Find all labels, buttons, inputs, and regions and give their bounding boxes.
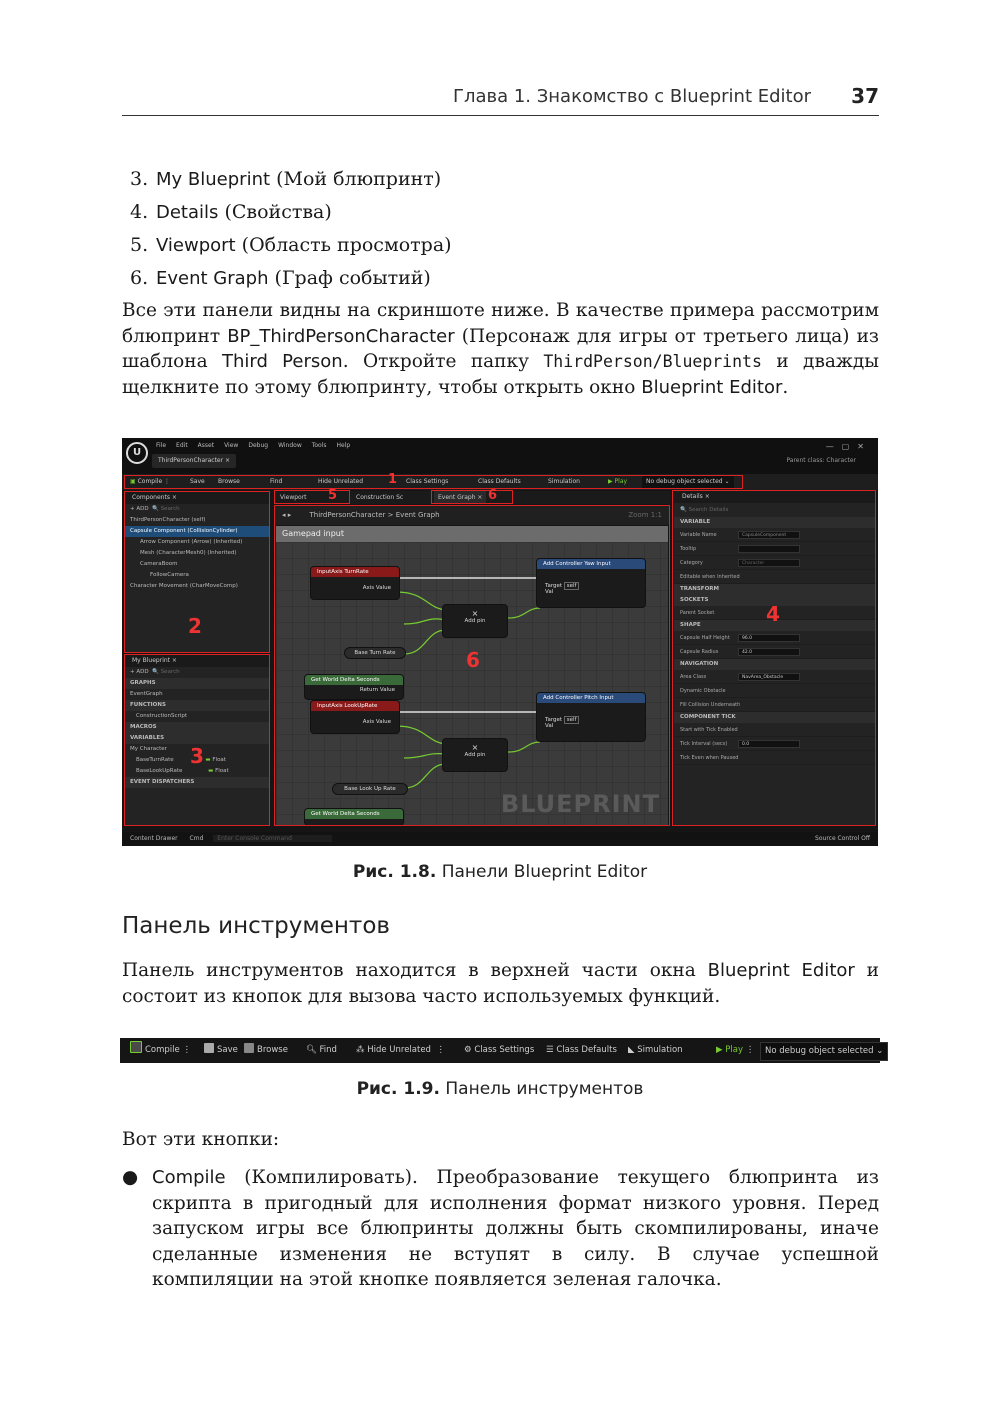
browse-icon [244, 1043, 254, 1053]
tab-viewport[interactable]: Viewport [280, 494, 307, 501]
detail-row: Tooltip [674, 542, 876, 556]
figure-caption-1: Рис. 1.8. Панели Blueprint Editor [352, 862, 648, 882]
detail-row: Dynamic Obstacle [674, 684, 876, 698]
class-settings-button[interactable]: ⚙ Class Settings [464, 1045, 535, 1055]
hide-unrelated-button[interactable]: ⁂ Hide Unrelated ⋮ [356, 1045, 445, 1055]
variable-item[interactable]: BaseLookUpRate ▬ Float [136, 768, 229, 774]
find-button[interactable]: Find [270, 478, 283, 485]
window-controls[interactable]: —▢✕ [825, 442, 872, 451]
node-add-yaw-input[interactable]: Add Controller Yaw Input Target self Val [536, 558, 646, 608]
component-item[interactable]: Mesh (CharacterMesh0) (Inherited) [140, 550, 237, 556]
detail-row: Capsule Radius 42.0 [674, 645, 876, 659]
class-defaults-button[interactable]: ☰ Class Defaults [546, 1045, 617, 1055]
asset-tab[interactable]: ThirdPersonCharacter × [152, 454, 236, 468]
detail-row: Editable when Inherited [674, 570, 876, 584]
menu-help[interactable]: Help [336, 442, 351, 449]
list-item: 5. Viewport (Область просмотра) [130, 234, 452, 256]
label-2: 2 [188, 614, 202, 638]
detail-row: Fill Collision Underneath [674, 698, 876, 712]
label-4: 4 [766, 602, 780, 626]
section-title: Панель инструментов [122, 913, 390, 939]
simulation-icon: ◣ [628, 1045, 635, 1055]
panel-list [130, 163, 452, 295]
debug-object-select[interactable]: No debug object selected ⌄ [760, 1042, 888, 1061]
find-button[interactable]: 🔍︎ Find [306, 1045, 337, 1055]
component-item[interactable]: FollowCamera [150, 572, 189, 578]
label-6: 6 [466, 648, 480, 672]
class-settings-button[interactable]: Class Settings [406, 478, 449, 485]
list-item: 4. Details (Свойства) [130, 201, 332, 223]
cmd-button[interactable]: Cmd [189, 835, 204, 842]
compile-button[interactable]: ▣ Compile ⋮ [130, 478, 171, 485]
variable-item[interactable]: BaseTurnRate ▬ Float [136, 757, 226, 763]
figure-caption-2: Рис. 1.9. Панель инструментов [356, 1079, 644, 1099]
label-6-tab: 6 [488, 488, 498, 503]
component-item[interactable]: ThirdPersonCharacter (self) [130, 517, 206, 523]
source-control-status[interactable]: Source Control Off [815, 835, 870, 842]
bullet-icon: ● [122, 1167, 139, 1188]
class-defaults-button[interactable]: Class Defaults [478, 478, 521, 485]
tab-construction-script[interactable]: Construction Sc [356, 494, 404, 501]
node-base-lookup-rate[interactable]: Base Look Up Rate [332, 783, 408, 795]
browse-button[interactable]: Browse [244, 1038, 288, 1063]
intro-paragraph: Все эти панели видны на скриншоте ниже. В качестве примера рассмотрим блюпринт BP_ThirdPersonCharacter (Персонаж для игры от третьего лица) из шаблона Third Person. Откройте папку ThirdPerson/Blueprints и дважды щелкните по этому блюпринту, чтобы открыть окно Blueprint Editor. [122, 300, 880, 398]
menu-view[interactable]: View [224, 442, 239, 449]
detail-row: Category Character [674, 556, 876, 570]
console-input[interactable]: Enter Console Command [213, 835, 332, 842]
highlight-event-graph-tab [431, 490, 513, 504]
sliders-icon: ☰ [546, 1045, 554, 1055]
highlight-details [672, 490, 876, 826]
hide-unrelated-button[interactable]: Hide Unrelated [318, 478, 364, 485]
section-macros[interactable]: MACROS [124, 722, 270, 733]
label-5: 5 [328, 488, 338, 503]
node-delta-seconds-1[interactable]: Get World Delta Seconds Return Value [304, 674, 404, 700]
comment-box[interactable]: Gamepad input [276, 526, 668, 542]
detail-row: Parent Socket [674, 606, 876, 620]
node-input-turn-rate[interactable]: InputAxis TurnRate Axis Value [310, 566, 400, 600]
menu-debug[interactable]: Debug [248, 442, 269, 449]
detail-row: Tick Interval (secs) 0.0 [674, 737, 876, 751]
running-header [122, 82, 879, 116]
details-section[interactable]: COMPONENT TICK [674, 712, 876, 723]
menu-edit[interactable]: Edit [176, 442, 188, 449]
debug-object-select[interactable]: No debug object selected ⌄ [642, 476, 734, 488]
details-section[interactable]: VARIABLE [674, 517, 876, 528]
graph-item[interactable]: EventGraph [130, 691, 163, 697]
detail-row: Area Class NavArea_Obstacle [674, 670, 876, 684]
details-search[interactable]: 🔍 Search Details [680, 507, 729, 513]
components-header: Components × [124, 492, 270, 504]
node-delta-seconds-2[interactable]: Get World Delta Seconds [304, 808, 404, 826]
content-drawer-button[interactable]: Content Drawer [130, 835, 178, 842]
component-item[interactable]: CameraBoom [140, 561, 178, 567]
simulation-button[interactable]: ◣ Simulation [628, 1045, 683, 1055]
section-variables[interactable]: VARIABLES [124, 733, 270, 744]
node-input-lookup-rate[interactable]: InputAxis LookUpRate Axis Value [310, 700, 400, 734]
tab-event-graph[interactable]: Event Graph × [434, 491, 486, 504]
menu-window[interactable]: Window [278, 442, 302, 449]
page-number: 37 [851, 84, 879, 108]
highlight-viewport-tab [274, 490, 350, 504]
play-button[interactable]: ▶ Play [608, 478, 628, 485]
details-section[interactable]: SHAPE [674, 620, 876, 631]
toolbar-strip [120, 1038, 884, 1063]
menu [156, 442, 360, 449]
components-add-button[interactable]: + ADD 🔍 Search [130, 506, 180, 512]
unreal-logo-icon: U [126, 442, 148, 464]
list-item: 6. Event Graph (Граф событий) [130, 267, 431, 289]
menu-asset[interactable]: Asset [197, 442, 215, 449]
blueprint-editor-screenshot [122, 438, 878, 846]
browse-button[interactable]: Browse [218, 478, 240, 485]
status-bar [122, 832, 878, 846]
hide-unrelated-icon: ⁂ [356, 1045, 365, 1055]
node-multiply-1[interactable]: × Add pin [442, 604, 508, 638]
bullet-text: Compile (Компилировать). Преобразование текущего блюпринта из скрипта в пригодный для исполнения формат низкого уровня. Перед запуском игры все блюпринты должны быть скомпилированы, иначе сделанные изменения не вступят в силу. В случае успешной компиляции на этой кнопке появляется зеленая галочка. [152, 1167, 879, 1291]
chapter-title: Глава 1. Знакомство с Blueprint Editor [452, 86, 811, 107]
details-section[interactable]: SOCKETS [674, 595, 876, 606]
list-item: 3. My Blueprint (Мой блюпринт) [130, 168, 442, 190]
menu-bar [122, 438, 878, 474]
detail-row: Variable Name CapsuleComponent [674, 528, 876, 542]
my-blueprint-header: My Blueprint × [124, 655, 270, 667]
buttons-intro: Вот эти кнопки: [122, 1129, 280, 1150]
node-base-turn-rate[interactable]: Base Turn Rate [344, 647, 406, 659]
find-icon: 🔍︎ [306, 1045, 317, 1055]
detail-row: Capsule Half Height 96.0 [674, 631, 876, 645]
simulation-button[interactable]: Simulation [548, 478, 580, 485]
component-item[interactable]: Arrow Component (Arrow) (Inherited) [140, 539, 243, 545]
menu-file[interactable]: File [156, 442, 167, 449]
node-multiply-2[interactable]: × Add pin [442, 738, 508, 772]
details-header: Details × [674, 491, 876, 503]
highlight-toolbar [124, 475, 743, 489]
function-item[interactable]: ConstructionScript [136, 713, 187, 719]
node-add-pitch-input[interactable]: Add Controller Pitch Input Target self Val [536, 692, 646, 742]
parent-class: Parent class: Character [786, 457, 856, 464]
toolbar-paragraph: Панель инструментов находится в верхней части окна Blueprint Editor и состоит из кнопок для вызова часто используемых функций. [122, 960, 880, 1007]
save-button[interactable]: Save [204, 1038, 238, 1063]
save-icon [204, 1043, 214, 1053]
detail-row: Start with Tick Enabled [674, 723, 876, 737]
chevron-down-icon: ⌄ [876, 1046, 884, 1056]
variable-category[interactable]: My Character [130, 746, 167, 752]
component-item[interactable]: Capsule Component (CollisionCylinder) [124, 526, 270, 537]
play-button[interactable]: ▶ Play ⋮ [716, 1045, 755, 1055]
details-section[interactable]: TRANSFORM [674, 584, 876, 595]
nav-arrows-icon[interactable]: ◂ ▸ [282, 511, 292, 519]
bullet-compile [122, 1165, 879, 1293]
zoom-level: Zoom 1:1 [628, 511, 662, 519]
breadcrumb[interactable]: ThirdPersonCharacter > Event Graph [309, 511, 440, 519]
label-3: 3 [190, 744, 204, 768]
detail-row: Tick Even when Paused [674, 751, 876, 765]
my-blueprint-add-button[interactable]: + ADD 🔍 Search [130, 669, 180, 675]
label-1: 1 [388, 472, 398, 487]
details-section[interactable]: NAVIGATION [674, 659, 876, 670]
save-button[interactable]: Save [190, 478, 205, 485]
highlight-my-blueprint [124, 654, 270, 826]
section-graphs[interactable]: GRAPHS [124, 678, 270, 689]
section-event-dispatchers[interactable]: EVENT DISPATCHERS [124, 777, 270, 788]
compile-icon [130, 1041, 142, 1053]
play-icon: ▶ [716, 1045, 723, 1055]
compile-button[interactable]: Compile ⋮ [130, 1038, 191, 1063]
gear-icon: ⚙ [464, 1045, 472, 1055]
blueprint-watermark: BLUEPRINT [500, 790, 660, 818]
component-item[interactable]: Character Movement (CharMoveComp) [130, 583, 238, 589]
menu-tools[interactable]: Tools [311, 442, 327, 449]
section-functions[interactable]: FUNCTIONS [124, 700, 270, 711]
